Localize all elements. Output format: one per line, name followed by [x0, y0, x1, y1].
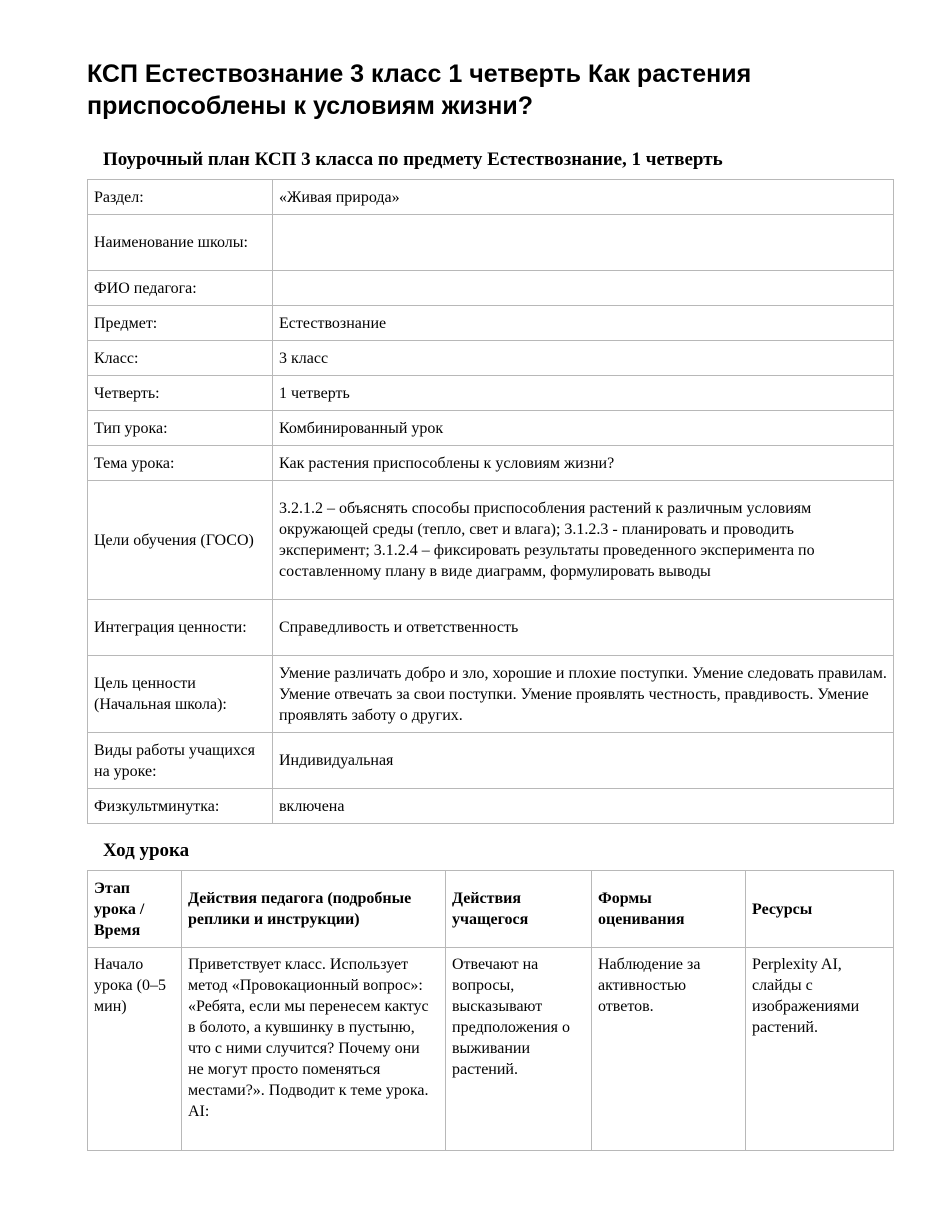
table-row: [88, 948, 894, 1151]
info-label: ФИО педагога:: [88, 271, 273, 306]
info-label: Тема урока:: [88, 446, 273, 481]
info-value: Справедливость и ответственность: [273, 600, 894, 656]
table-row: [88, 481, 894, 600]
info-label: Раздел:: [88, 180, 273, 215]
column-header: Формы оценивания: [592, 871, 746, 948]
table-row: [88, 600, 894, 656]
info-label: Интеграция ценности:: [88, 600, 273, 656]
table-row: [88, 789, 894, 824]
info-value: [273, 215, 894, 271]
table-row: [88, 656, 894, 733]
teacher-actions-cell: Приветствует класс. Использует метод «Провокационный вопрос»: «Ребята, если мы перенесем кактус в болото, а кувшинку в пустыню, что с ними случится? Почему они не могут просто поменяться местами?». Подводит к теме урока. AI:: [182, 948, 446, 1151]
info-label: Физкультминутка:: [88, 789, 273, 824]
info-value: Умение различать добро и зло, хорошие и плохие поступки. Умение следовать правилам. Умение отвечать за свои поступки. Умение проявлять честность, правдивость. Умение проявлять заботу о других.: [273, 656, 894, 733]
table-row: [88, 376, 894, 411]
info-label: Виды работы учащихся на уроке:: [88, 733, 273, 789]
plan-heading: Поурочный план КСП 3 класса по предмету Естествознание, 1 четверть: [103, 149, 723, 170]
lesson-flow-table: [87, 870, 894, 1151]
table-row: [88, 411, 894, 446]
column-header: Ресурсы: [746, 871, 894, 948]
column-header: Этап урока / Время: [88, 871, 182, 948]
info-value: 3 класс: [273, 341, 894, 376]
info-value: 3.2.1.2 – объяснять способы приспособления растений к различным условиям окружающей среды (тепло, свет и влага); 3.1.2.3 - планировать и проводить эксперимент; 3.1.2.4 – фиксировать результаты проведенного эксперимента по составленному плану в виде диаграмм, формулировать выводы: [273, 481, 894, 600]
table-row: [88, 306, 894, 341]
info-value: Естествознание: [273, 306, 894, 341]
stage-cell: Начало урока (0–5 мин): [88, 948, 182, 1151]
table-row: [88, 215, 894, 271]
info-value: «Живая природа»: [273, 180, 894, 215]
info-label: Класс:: [88, 341, 273, 376]
document-title: КСП Естествознание 3 класс 1 четверть Как растения приспособлены к условиям жизни?: [87, 60, 752, 120]
info-label: Четверть:: [88, 376, 273, 411]
resources-cell: Perplexity AI, слайды с изображениями растений.: [746, 948, 894, 1151]
column-header: Действия учащегося: [446, 871, 592, 948]
info-label: Цель ценности (Начальная школа):: [88, 656, 273, 733]
info-value: [273, 271, 894, 306]
table-row: [88, 341, 894, 376]
info-label: Предмет:: [88, 306, 273, 341]
info-value: 1 четверть: [273, 376, 894, 411]
info-value: включена: [273, 789, 894, 824]
info-label: Наименование школы:: [88, 215, 273, 271]
assessment-cell: Наблюдение за активностью ответов.: [592, 948, 746, 1151]
info-label: Тип урока:: [88, 411, 273, 446]
table-row: [88, 733, 894, 789]
lesson-info-table: [87, 179, 894, 824]
table-row: [88, 271, 894, 306]
table-row: [88, 180, 894, 215]
info-value: Как растения приспособлены к условиям жизни?: [273, 446, 894, 481]
info-value: Комбинированный урок: [273, 411, 894, 446]
column-header: Действия педагога (подробные реплики и инструкции): [182, 871, 446, 948]
table-row: [88, 446, 894, 481]
student-actions-cell: Отвечают на вопросы, высказывают предположения о выживании растений.: [446, 948, 592, 1151]
info-label: Цели обучения (ГОСО): [88, 481, 273, 600]
lesson-heading: Ход урока: [103, 840, 190, 861]
table-header-row: [88, 871, 894, 948]
info-value: Индивидуальная: [273, 733, 894, 789]
